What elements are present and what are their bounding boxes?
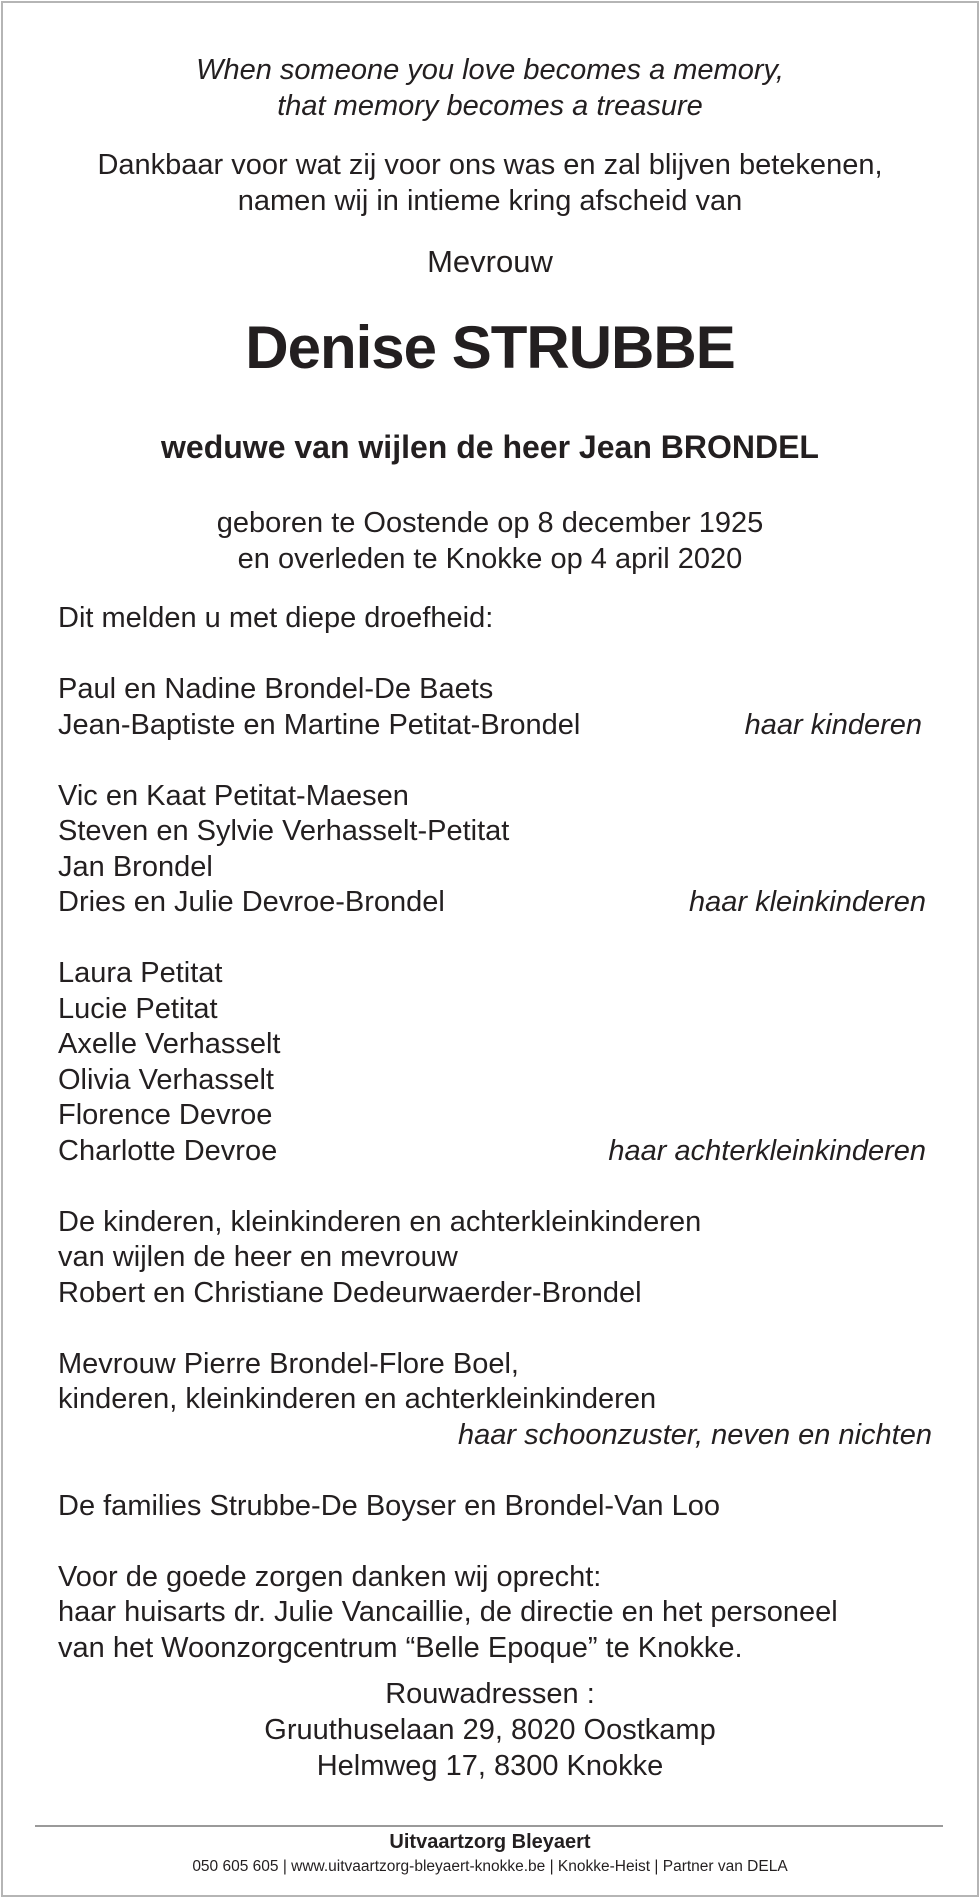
list-item: Paul en Nadine Brondel-De Baets xyxy=(58,673,494,705)
families-line: De families Strubbe-De Boyser en Brondel-Van Loo xyxy=(58,1489,720,1522)
thanks-line: van het Woonzorgcentrum “Belle Epoque” te Knokke. xyxy=(58,1631,743,1664)
list-item: van wijlen de heer en mevrouw xyxy=(58,1241,458,1273)
salutation: Mevrouw xyxy=(427,244,553,279)
list-item: Vic en Kaat Petitat-Maesen xyxy=(58,779,409,812)
relation-label: haar achterkleinkinderen xyxy=(608,1134,926,1167)
list-item xyxy=(58,1418,932,1454)
thanks-line: Voor de goede zorgen danken wij oprecht: xyxy=(58,1560,602,1593)
addresses-label: Rouwadressen : xyxy=(385,1678,595,1710)
intro-line-2: namen wij in intieme kring afscheid van xyxy=(237,185,743,217)
address-line: Helmweg 17, 8300 Knokke xyxy=(316,1750,664,1782)
widow-of: weduwe van wijlen de heer Jean BRONDEL xyxy=(161,429,819,465)
quote-line-2: that memory becomes a treasure xyxy=(277,90,703,122)
announce-line: Dit melden u met diepe droefheid: xyxy=(58,602,494,634)
list-item: Steven en Sylvie Verhasselt-Petitat xyxy=(58,815,510,847)
list-item xyxy=(58,885,926,921)
list-item: Mevrouw Pierre Brondel-Flore Boel, xyxy=(58,1347,519,1380)
list-item: Jan Brondel xyxy=(58,850,213,883)
funeral-home-contact: 050 605 605 | www.uitvaartzorg-bleyaert-knokke.be | Knokke-Heist | Partner van DELA xyxy=(192,1858,788,1875)
family-list xyxy=(58,601,932,1666)
list-item: De kinderen, kleinkinderen en achterkleinkinderen xyxy=(58,1205,702,1238)
deceased-name: Denise STRUBBE xyxy=(245,314,735,381)
list-item: Robert en Christiane Dedeurwaerder-Brondel xyxy=(58,1276,642,1309)
list-item: Laura Petitat xyxy=(58,957,223,989)
list-item: Lucie Petitat xyxy=(58,992,218,1025)
funeral-home-name: Uitvaartzorg Bleyaert xyxy=(389,1831,591,1853)
list-item: Olivia Verhasselt xyxy=(58,1063,274,1096)
mourning-addresses xyxy=(0,1676,980,1784)
list-item-name: Charlotte Devroe xyxy=(58,1134,278,1167)
life-dates xyxy=(0,505,980,577)
quote-line-1: When someone you love becomes a memory, xyxy=(196,54,784,86)
list-item xyxy=(58,1134,926,1170)
list-item xyxy=(58,708,922,744)
intro xyxy=(0,147,980,219)
list-item: Axelle Verhasselt xyxy=(58,1028,281,1060)
intro-line-1: Dankbaar voor wat zij voor ons was en zal blijven betekenen, xyxy=(97,149,883,181)
relation-label: haar kinderen xyxy=(744,708,922,741)
list-item: kinderen, kleinkinderen en achterkleinkinderen xyxy=(58,1383,657,1415)
death-line: en overleden te Knokke op 4 april 2020 xyxy=(237,543,743,575)
list-item-name: Jean-Baptiste en Martine Petitat-Brondel xyxy=(58,708,581,741)
thanks-line: haar huisarts dr. Julie Vancaillie, de directie en het personeel xyxy=(58,1596,838,1628)
address-line: Gruuthuselaan 29, 8020 Oostkamp xyxy=(264,1714,716,1746)
footer-divider xyxy=(35,1825,943,1827)
relation-label: haar kleinkinderen xyxy=(689,886,926,918)
birth-line: geboren te Oostende op 8 december 1925 xyxy=(216,507,764,539)
list-item-name: Dries en Julie Devroe-Brondel xyxy=(58,886,445,918)
relation-label: haar schoonzuster, neven en nichten xyxy=(458,1418,932,1451)
quote xyxy=(0,52,980,124)
list-item: Florence Devroe xyxy=(58,1099,273,1131)
